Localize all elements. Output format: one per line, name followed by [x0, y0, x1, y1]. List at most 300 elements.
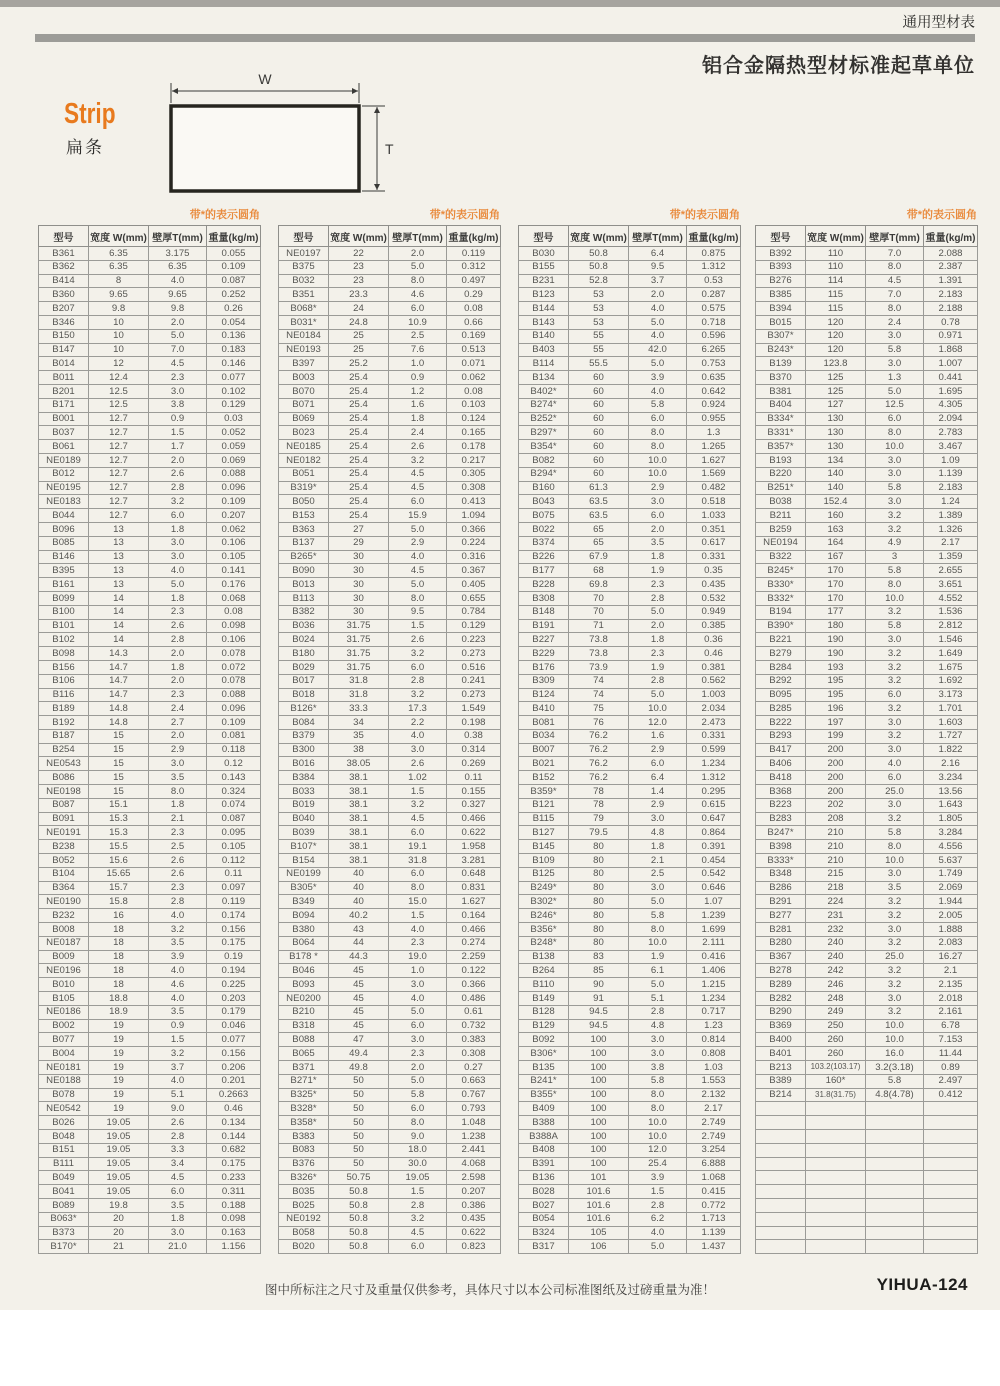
table-cell: 8.0 — [389, 881, 447, 895]
table-cell: 167 — [806, 550, 866, 564]
table-row — [39, 412, 261, 426]
table-cell: B191 — [519, 619, 569, 633]
table-cell: 1.727 — [924, 729, 978, 743]
table-cell: 5.1 — [629, 992, 687, 1006]
table-row — [519, 743, 741, 757]
table-cell: B026 — [39, 1116, 89, 1130]
profile-table-3-wrap — [518, 208, 740, 1254]
table-cell: 55 — [569, 343, 629, 357]
table-cell: B125 — [519, 867, 569, 881]
table-cell: 1.5 — [389, 785, 447, 799]
table-cell: 5.0 — [866, 384, 924, 398]
table-row — [39, 923, 261, 937]
table-cell: 0.9 — [149, 1019, 207, 1033]
table-cell: 4.0 — [629, 329, 687, 343]
table-row — [279, 398, 501, 412]
table-cell: 42.0 — [629, 343, 687, 357]
table-cell: 2.5 — [389, 329, 447, 343]
table-cell: B071 — [279, 398, 329, 412]
table-cell: 4.8 — [629, 1019, 687, 1033]
table-cell: 0.416 — [687, 950, 741, 964]
table-cell: 0.068 — [207, 591, 261, 605]
table-cell: 1.3 — [687, 426, 741, 440]
table-header-row — [39, 226, 261, 247]
table-cell: B064 — [279, 936, 329, 950]
table-cell: B348 — [756, 867, 806, 881]
table-cell: 55 — [569, 329, 629, 343]
table-cell: 4.0 — [149, 1074, 207, 1088]
empty-table-row — [756, 1185, 978, 1199]
table-cell — [924, 1157, 978, 1171]
table-cell: 17.3 — [389, 702, 447, 716]
table-cell: 1.546 — [924, 633, 978, 647]
table-cell: 2.9 — [629, 743, 687, 757]
table-cell: 13 — [89, 564, 149, 578]
table-cell: 79.5 — [569, 826, 629, 840]
table-cell: B404 — [756, 398, 806, 412]
table-cell: 13 — [89, 522, 149, 536]
table-cell: 45 — [329, 992, 389, 1006]
table-cell: 106 — [569, 1240, 629, 1254]
table-cell: B070 — [279, 384, 329, 398]
table-cell: 2.0 — [149, 674, 207, 688]
table-cell: B385 — [756, 288, 806, 302]
table-cell: B001 — [39, 412, 89, 426]
table-row — [519, 315, 741, 329]
table-cell — [866, 1116, 924, 1130]
table-cell: 0.924 — [687, 398, 741, 412]
table-cell: 10.9 — [389, 315, 447, 329]
table-cell: 19.05 — [89, 1116, 149, 1130]
table-cell: B189 — [39, 702, 89, 716]
table-cell: B146 — [39, 550, 89, 564]
table-cell: 5.0 — [149, 329, 207, 343]
table-cell: 0.096 — [207, 481, 261, 495]
table-cell: 152.4 — [806, 495, 866, 509]
table-cell: 0.062 — [207, 522, 261, 536]
table-cell: 3.0 — [866, 923, 924, 937]
table-cell: 0.106 — [207, 633, 261, 647]
table-cell: B220 — [756, 467, 806, 481]
table-row — [279, 509, 501, 523]
table-cell: 0.331 — [687, 729, 741, 743]
column-header: 宽度 W(mm) — [806, 226, 866, 247]
table-row — [279, 771, 501, 785]
table-cell: 125 — [806, 384, 866, 398]
table-cell: 0.46 — [687, 647, 741, 661]
table-cell: 24.8 — [329, 315, 389, 329]
table-cell: 2.018 — [924, 992, 978, 1006]
table-row — [519, 384, 741, 398]
table-cell: 3.2 — [866, 964, 924, 978]
table-cell: 3.0 — [149, 757, 207, 771]
table-row — [519, 1171, 741, 1185]
table-row — [279, 992, 501, 1006]
table-cell: B170* — [39, 1240, 89, 1254]
table-cell: 103.2(103.17) — [806, 1061, 866, 1075]
table-cell: 8.0 — [389, 591, 447, 605]
table-row — [279, 1005, 501, 1019]
table-cell: 1.326 — [924, 522, 978, 536]
table-cell: 3.0 — [389, 1033, 447, 1047]
table-row — [756, 1047, 978, 1061]
table-cell: 224 — [806, 895, 866, 909]
table-cell: B009 — [39, 950, 89, 964]
table-row — [519, 798, 741, 812]
table-cell: B069 — [279, 412, 329, 426]
table-cell: 0.435 — [687, 578, 741, 592]
table-cell: 38.05 — [329, 757, 389, 771]
table-cell: 0.46 — [207, 1102, 261, 1116]
table-cell: 3.0 — [629, 495, 687, 509]
table-cell: 3.0 — [866, 453, 924, 467]
table-cell: 5.0 — [389, 522, 447, 536]
table-row — [519, 564, 741, 578]
table-cell: 5.8 — [629, 909, 687, 923]
table-cell: B241* — [519, 1074, 569, 1088]
table-row — [39, 1102, 261, 1116]
table-cell: 218 — [806, 881, 866, 895]
table-cell: 140 — [806, 481, 866, 495]
table-cell: 5.8 — [866, 826, 924, 840]
table-cell: 0.183 — [207, 343, 261, 357]
table-cell: B213 — [756, 1061, 806, 1075]
table-cell: B332* — [756, 591, 806, 605]
table-cell: 4.0 — [149, 992, 207, 1006]
table-cell: 134 — [806, 453, 866, 467]
table-row — [279, 881, 501, 895]
table-cell: 200 — [806, 757, 866, 771]
table-cell: 18 — [89, 978, 149, 992]
table-row — [279, 371, 501, 385]
table-row — [756, 1033, 978, 1047]
table-row — [519, 1102, 741, 1116]
table-cell: B031* — [279, 315, 329, 329]
table-cell: 0.224 — [447, 536, 501, 550]
table-cell: 5.0 — [629, 315, 687, 329]
table-cell: 1.9 — [629, 950, 687, 964]
table-cell: 2.183 — [924, 288, 978, 302]
table-header-row — [519, 226, 741, 247]
table-cell: 9.8 — [149, 302, 207, 316]
table-cell: 80 — [569, 854, 629, 868]
table-cell: 4.8(4.78) — [866, 1088, 924, 1102]
table-cell: 6.0 — [389, 495, 447, 509]
table-cell: 23.3 — [329, 288, 389, 302]
table-cell: 11.44 — [924, 1047, 978, 1061]
table-row — [279, 688, 501, 702]
empty-table-row — [756, 1116, 978, 1130]
table-cell: B360 — [39, 288, 89, 302]
table-cell: 18.9 — [89, 1005, 149, 1019]
table-cell: 13 — [89, 578, 149, 592]
strip-cross-section — [171, 106, 359, 191]
table-cell — [924, 1143, 978, 1157]
table-cell: 1.24 — [924, 495, 978, 509]
table-cell: 1.359 — [924, 550, 978, 564]
table-cell: 4.5 — [149, 357, 207, 371]
table-cell — [924, 1130, 978, 1144]
table-cell: 3.2 — [149, 1047, 207, 1061]
table-cell — [756, 1171, 806, 1185]
table-cell: B032 — [279, 274, 329, 288]
table-row — [279, 329, 501, 343]
table-cell: 0.206 — [207, 1061, 261, 1075]
table-cell: 50.8 — [329, 1226, 389, 1240]
table-row — [279, 384, 501, 398]
table-cell: 248 — [806, 992, 866, 1006]
table-row — [519, 757, 741, 771]
table-cell: B054 — [519, 1212, 569, 1226]
table-cell: 0.059 — [207, 440, 261, 454]
table-row — [39, 854, 261, 868]
table-cell: 2.473 — [687, 716, 741, 730]
table-cell: 6.4 — [629, 771, 687, 785]
table-cell: 1.033 — [687, 509, 741, 523]
table-row — [519, 467, 741, 481]
table-cell: B282 — [756, 992, 806, 1006]
table-row — [39, 426, 261, 440]
table-row — [39, 812, 261, 826]
table-cell: 21.0 — [149, 1240, 207, 1254]
table-row — [519, 329, 741, 343]
table-cell: 250 — [806, 1019, 866, 1033]
table-row — [39, 1185, 261, 1199]
table-cell: 170 — [806, 578, 866, 592]
table-cell: 5.0 — [149, 578, 207, 592]
table-cell: 65 — [569, 536, 629, 550]
table-cell: 0.203 — [207, 992, 261, 1006]
table-cell: 19.05 — [89, 1130, 149, 1144]
table-cell: 9.65 — [149, 288, 207, 302]
table-cell: 19.0 — [389, 950, 447, 964]
table-row — [279, 260, 501, 274]
table-cell: 18 — [89, 936, 149, 950]
table-cell: B333* — [756, 854, 806, 868]
table-row — [279, 536, 501, 550]
table-cell: B044 — [39, 509, 89, 523]
table-cell: 0.062 — [447, 371, 501, 385]
table-header-row — [279, 226, 501, 247]
table-cell: 0.9 — [149, 412, 207, 426]
table-cell: 73.9 — [569, 660, 629, 674]
table-cell: 0.156 — [207, 1047, 261, 1061]
table-cell: 6.0 — [389, 660, 447, 674]
table-cell: 2.083 — [924, 936, 978, 950]
table-cell: 0.635 — [687, 371, 741, 385]
table-cell: 1.805 — [924, 812, 978, 826]
table-cell: 3.2 — [866, 605, 924, 619]
table-cell: 3.2 — [866, 812, 924, 826]
table-cell: 2.1 — [149, 812, 207, 826]
table-cell: 2.3 — [389, 1047, 447, 1061]
table-cell: 20 — [89, 1226, 149, 1240]
table-row — [756, 660, 978, 674]
table-cell: 55.5 — [569, 357, 629, 371]
table-cell: 4.8 — [629, 826, 687, 840]
table-row — [756, 702, 978, 716]
table-row — [756, 619, 978, 633]
table-cell: B012 — [39, 467, 89, 481]
table-cell: 15.9 — [389, 509, 447, 523]
table-cell: 0.087 — [207, 274, 261, 288]
table-cell: 110 — [806, 260, 866, 274]
table-cell: 18 — [89, 950, 149, 964]
table-cell: B221 — [756, 633, 806, 647]
table-cell: 0.188 — [207, 1198, 261, 1212]
table-row — [39, 302, 261, 316]
table-cell: 15 — [89, 757, 149, 771]
table-row — [519, 247, 741, 261]
table-cell: B358* — [279, 1116, 329, 1130]
table-cell: 8.0 — [629, 1102, 687, 1116]
table-cell: B028 — [519, 1185, 569, 1199]
table-cell: 25.0 — [866, 785, 924, 799]
table-cell: B147 — [39, 343, 89, 357]
table-cell: B020 — [279, 1240, 329, 1254]
table-cell: 0.767 — [447, 1088, 501, 1102]
column-header: 宽度 W(mm) — [89, 226, 149, 247]
empty-table-row — [756, 1143, 978, 1157]
table-cell: 100 — [569, 1033, 629, 1047]
table-row — [279, 867, 501, 881]
table-cell: 1.389 — [924, 509, 978, 523]
table-cell: B161 — [39, 578, 89, 592]
table-cell: 115 — [806, 288, 866, 302]
table-cell: 1.048 — [447, 1116, 501, 1130]
profile-table-4 — [755, 225, 978, 1254]
table-cell: 6.0 — [389, 826, 447, 840]
table-cell: 33.3 — [329, 702, 389, 716]
table-cell — [806, 1157, 866, 1171]
table-row — [39, 771, 261, 785]
table-cell: 120 — [806, 329, 866, 343]
table-cell: 2.7 — [149, 716, 207, 730]
table-cell: 6.4 — [629, 247, 687, 261]
table-cell: B149 — [519, 992, 569, 1006]
table-cell: 38.1 — [329, 826, 389, 840]
table-cell: 9.8 — [89, 302, 149, 316]
table-cell: B390* — [756, 619, 806, 633]
table-cell: 0.169 — [447, 329, 501, 343]
table-cell: B156 — [39, 660, 89, 674]
table-cell: B325* — [279, 1088, 329, 1102]
table-cell: 12 — [89, 357, 149, 371]
table-cell: 14.7 — [89, 674, 149, 688]
table-cell: 208 — [806, 812, 866, 826]
table-cell: 5.1 — [149, 1088, 207, 1102]
table-cell: 85 — [569, 964, 629, 978]
table-row — [519, 619, 741, 633]
table-cell: 3.2 — [866, 660, 924, 674]
table-row — [519, 288, 741, 302]
table-cell: 0.575 — [687, 302, 741, 316]
table-cell: 240 — [806, 936, 866, 950]
table-cell: 1.437 — [687, 1240, 741, 1254]
empty-table-row — [756, 1240, 978, 1254]
table-row — [39, 1212, 261, 1226]
table-cell: 101.6 — [569, 1198, 629, 1212]
table-cell: 5.0 — [389, 1074, 447, 1088]
table-cell: 25.4 — [629, 1157, 687, 1171]
table-cell: 50.75 — [329, 1171, 389, 1185]
table-row — [279, 578, 501, 592]
table-cell: 260 — [806, 1047, 866, 1061]
table-row — [39, 1143, 261, 1157]
table-cell: 160* — [806, 1074, 866, 1088]
table-cell: NE0186 — [39, 1005, 89, 1019]
width-dimension-label: W — [258, 71, 272, 87]
table-cell: 2.069 — [924, 881, 978, 895]
table-cell: 6.0 — [866, 412, 924, 426]
table-cell: B414 — [39, 274, 89, 288]
table-cell: B251* — [756, 481, 806, 495]
table-cell: 1.265 — [687, 440, 741, 454]
table-cell: NE0191 — [39, 826, 89, 840]
table-cell: 1.312 — [687, 260, 741, 274]
table-cell: 0.11 — [207, 867, 261, 881]
table-row — [39, 1130, 261, 1144]
table-cell: 231 — [806, 909, 866, 923]
table-cell: 9.5 — [629, 260, 687, 274]
table-cell: B151 — [39, 1143, 89, 1157]
table-cell: 0.466 — [447, 812, 501, 826]
rounded-corner-note-1: 带*的表示圆角 — [189, 209, 260, 221]
table-cell: 14 — [89, 619, 149, 633]
table-row — [756, 288, 978, 302]
table-row — [756, 1088, 978, 1102]
table-cell: B368 — [756, 785, 806, 799]
table-cell: 3.0 — [149, 1226, 207, 1240]
table-cell: 2.3 — [149, 826, 207, 840]
table-cell: 3.0 — [866, 867, 924, 881]
table-cell: B300 — [279, 743, 329, 757]
table-cell: 0.19 — [207, 950, 261, 964]
table-cell: 3.467 — [924, 440, 978, 454]
table-cell: 10 — [89, 315, 149, 329]
table-cell: B019 — [279, 798, 329, 812]
table-cell: B374 — [519, 536, 569, 550]
table-cell: 38.1 — [329, 798, 389, 812]
table-cell: 1.5 — [149, 1033, 207, 1047]
table-cell: B398 — [756, 840, 806, 854]
table-row — [39, 1047, 261, 1061]
rounded-corner-note-3: 带*的表示圆角 — [669, 209, 740, 221]
table-cell: B290 — [756, 1005, 806, 1019]
table-cell: B324 — [519, 1226, 569, 1240]
table-row — [279, 453, 501, 467]
table-cell: NE0194 — [756, 536, 806, 550]
table-cell: B008 — [39, 923, 89, 937]
table-cell: B397 — [279, 357, 329, 371]
table-cell: 63.5 — [569, 509, 629, 523]
table-cell: 0.081 — [207, 729, 261, 743]
page-code: YIHUA-124 — [876, 1275, 968, 1294]
table-row — [39, 1088, 261, 1102]
table-cell: B085 — [39, 536, 89, 550]
table-cell: 76.2 — [569, 729, 629, 743]
table-cell: B305* — [279, 881, 329, 895]
table-cell: B046 — [279, 964, 329, 978]
table-cell: 25 — [329, 343, 389, 357]
table-cell: 180 — [806, 619, 866, 633]
table-cell: 100 — [569, 1116, 629, 1130]
table-cell: 123.8 — [806, 357, 866, 371]
table-row — [279, 288, 501, 302]
table-cell: 246 — [806, 978, 866, 992]
table-cell: 6.35 — [89, 260, 149, 274]
table-cell: B140 — [519, 329, 569, 343]
